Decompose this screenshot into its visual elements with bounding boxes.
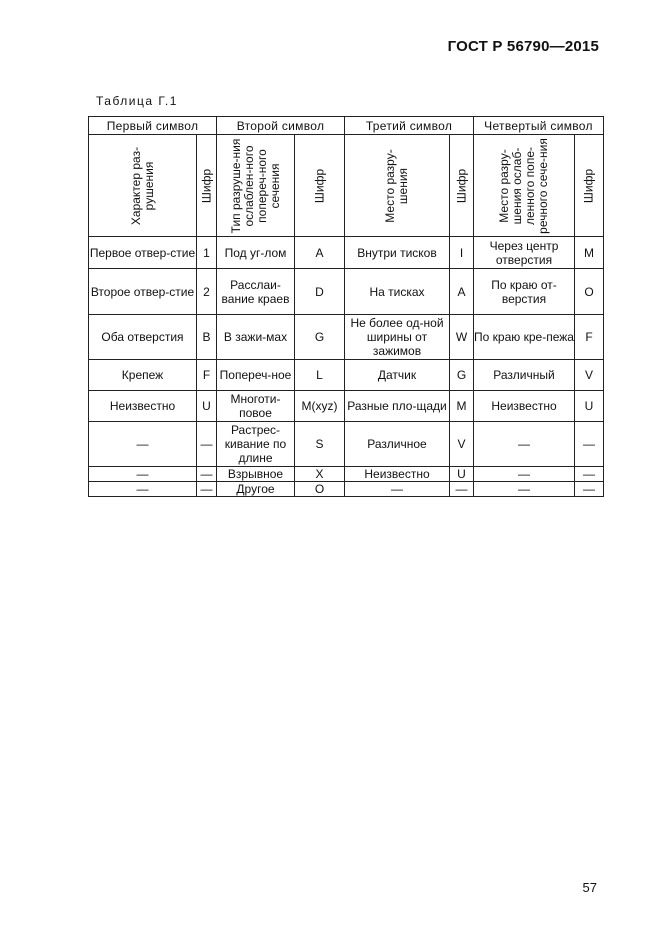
subheader-label: Место разру-шения ослаб-ленного попе-речного сече-ния [497,137,550,234]
table-cell: — [474,422,575,467]
page-number: 57 [582,880,597,895]
table-cell: G [295,315,345,360]
table-cell: — [89,422,197,467]
table-cell: — [89,467,197,482]
table-cell: Внутри тисков [345,237,450,269]
table-cell: 1 [197,237,217,269]
table-cell: Первое отвер-стие [89,237,197,269]
table-cell: X [295,467,345,482]
subheader-label: Шифр [454,168,468,203]
table-cell: Через центр отверстия [474,237,575,269]
table-cell: — [197,467,217,482]
table-cell: I [450,237,474,269]
table-cell: — [450,482,474,497]
subheader-label: Шифр [581,168,596,203]
table-cell: S [295,422,345,467]
table-cell: — [197,482,217,497]
table-cell: Крепеж [89,360,197,391]
table-row [89,391,604,422]
table-cell: A [450,269,474,315]
table-cell: Второе отвер-стие [89,269,197,315]
subheader-code-1 [197,135,217,237]
subheader-label: Шифр [199,168,213,203]
group-header-second-symbol: Второй символ [217,117,345,135]
table-cell: — [575,422,604,467]
table-cell: U [197,391,217,422]
table-cell: F [197,360,217,391]
table-cell: O [295,482,345,497]
table-cell: Датчик [345,360,450,391]
table-cell: — [89,482,197,497]
table-cell: B [197,315,217,360]
table-cell: — [575,482,604,497]
table-cell: M(xyz) [295,391,345,422]
table-cell: — [197,422,217,467]
table-row [89,422,604,467]
table-cell: — [575,467,604,482]
table-cell: Взрывное [217,467,295,482]
table-cell: По краю кре-пежа [474,315,575,360]
table-cell: Другое [217,482,295,497]
table-cell: M [450,391,474,422]
table-cell: V [575,360,604,391]
table-cell: — [474,482,575,497]
table-cell: На тисках [345,269,450,315]
table-cell: V [450,422,474,467]
table-cell: Расслаи-вание краев [217,269,295,315]
table-cell: Различное [345,422,450,467]
table-cell: D [295,269,345,315]
failure-code-table [88,116,604,497]
subheader-label: Место разру-шения [383,148,410,223]
document-standard-header: ГОСТ Р 56790—2015 [447,38,599,55]
table-cell: U [450,467,474,482]
subheader-label: Характер раз-рушения [128,146,156,225]
table-row [89,315,604,360]
table-cell: Неизвестно [474,391,575,422]
subheader-failure-location [345,135,450,237]
table-cell: Неизвестно [89,391,197,422]
subheader-weakened-section-location [474,135,575,237]
table-cell: В зажи-мах [217,315,295,360]
subheader-label: Тип разруше-ния ослаблен-ного попереч-ного сечения [228,138,282,233]
table-cell: — [474,467,575,482]
table-row [89,467,604,482]
table-cell: Неизвестно [345,467,450,482]
subheader-code-2 [295,135,345,237]
subheader-label: Шифр [312,168,326,203]
table-cell: 2 [197,269,217,315]
subheader-failure-type [217,135,295,237]
table-cell: A [295,237,345,269]
table-cell: Не более од-ной ширины от зажимов [345,315,450,360]
table-cell: W [450,315,474,360]
table-cell: Разные пло-щади [345,391,450,422]
table-cell: По краю от-верстия [474,269,575,315]
table-row [89,237,604,269]
table-cell: M [575,237,604,269]
table-cell: Многоти-повое [217,391,295,422]
table-caption: Таблица Г.1 [96,94,178,108]
table-cell: L [295,360,345,391]
subheader-failure-character [89,135,197,237]
table-cell: Различный [474,360,575,391]
table-row [89,360,604,391]
table-cell: G [450,360,474,391]
table-cell: Попереч-ное [217,360,295,391]
table-cell: F [575,315,604,360]
table-cell: U [575,391,604,422]
group-header-fourth-symbol: Четвертый символ [474,117,604,135]
subheader-code-4 [575,135,604,237]
table-cell: O [575,269,604,315]
table-row [89,269,604,315]
subheader-code-3 [450,135,474,237]
group-header-third-symbol: Третий символ [345,117,474,135]
group-header-first-symbol: Первый символ [89,117,217,135]
table-cell: — [345,482,450,497]
table-cell: Под уг-лом [217,237,295,269]
table-row [89,482,604,497]
table-cell: Растрес-кивание по длине [217,422,295,467]
table-cell: Оба отверстия [89,315,197,360]
